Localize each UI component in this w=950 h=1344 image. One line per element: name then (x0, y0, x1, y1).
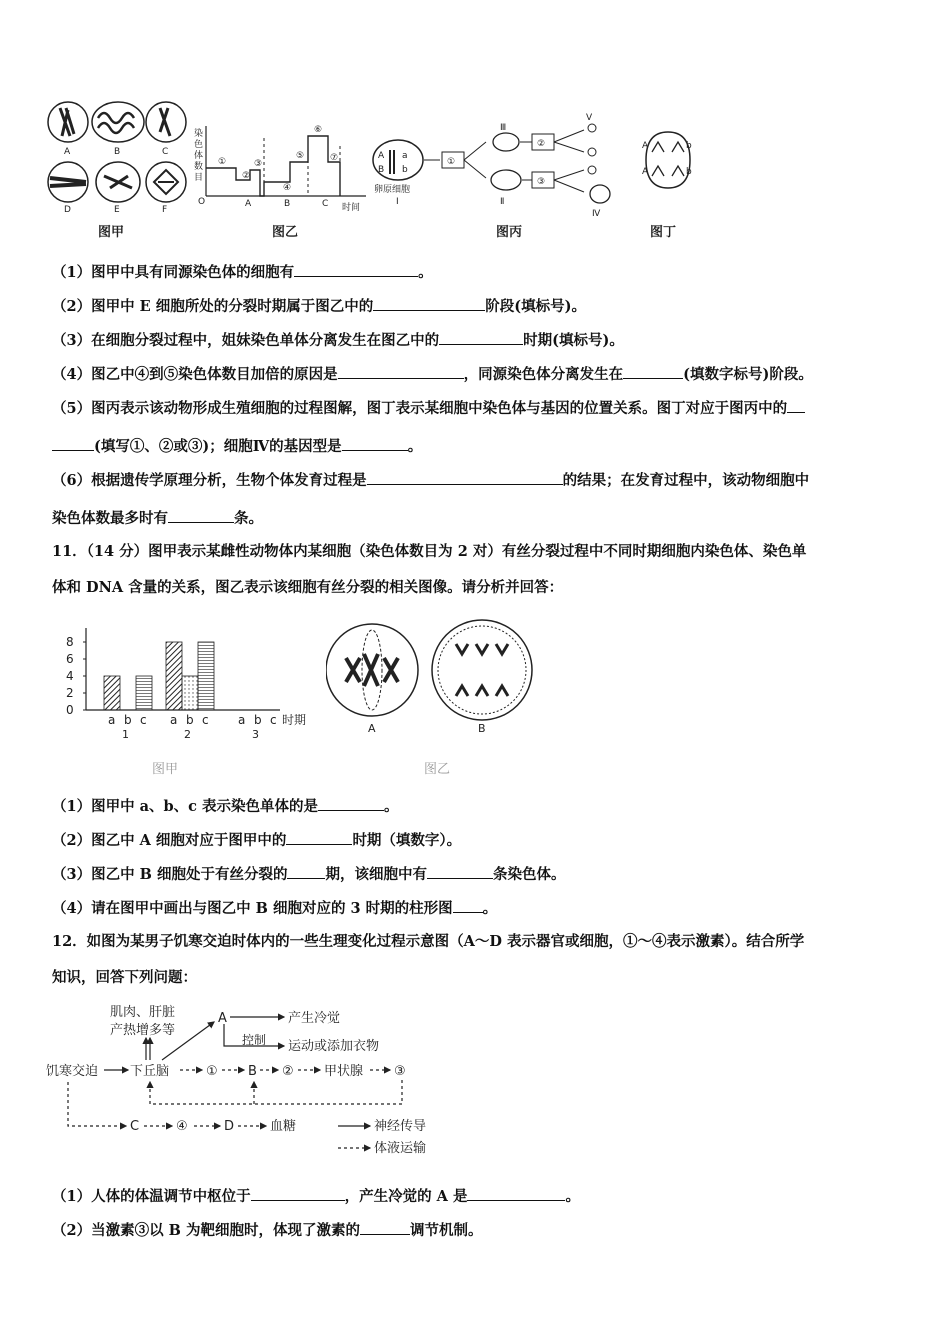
q12-1-text: （1）人体的体温调节中枢位于 (52, 1188, 251, 1205)
node-cold: 产生冷觉 (288, 1011, 341, 1026)
caption-ding: 图丁 (650, 225, 677, 240)
q11-line-2 (52, 830, 461, 851)
q11-3-end: 条染色体。 (492, 866, 566, 883)
answer-blank[interactable] (467, 1186, 565, 1201)
yi-stage: ③ (254, 159, 263, 169)
answer-blank[interactable] (373, 296, 485, 311)
q11-1-text: （1）图甲中 a、b、c 表示染色单体的是 (52, 798, 319, 815)
bing-cell: Ⅴ (586, 113, 593, 123)
node-c: C (130, 1119, 140, 1134)
answer-blank[interactable] (286, 830, 352, 845)
bing-step: ① (447, 157, 456, 167)
q10-3-end: 时期(填标号)。 (523, 332, 624, 349)
q12-diagram (44, 1000, 464, 1164)
q10-4-mid: ，同源染色体分离发生在 (463, 366, 624, 383)
fig-yi (194, 125, 366, 240)
figure-top-svg (40, 96, 710, 246)
q11-intro-2: 体和 DNA 含量的关系，图乙表示该细胞有丝分裂的相关图像。请分析并回答： (52, 579, 564, 596)
bar-period-2-b (182, 676, 198, 710)
q10-line-5b (52, 436, 422, 457)
x-period-label: 2 (184, 728, 191, 741)
q12-line-2 (52, 1220, 482, 1241)
q11-bar-chart-svg (60, 624, 320, 774)
bing-gene: B (378, 165, 385, 175)
bing-gene: a (402, 151, 408, 161)
yi-stage: ④ (283, 183, 292, 193)
caption-yi: 图乙 (272, 225, 299, 240)
yi-stage: ① (218, 157, 227, 167)
figure-row-top (40, 96, 710, 246)
ding-gene: A (642, 167, 649, 177)
cell-label: D (64, 205, 71, 215)
q11-line-1 (52, 796, 399, 817)
cell-label: C (162, 147, 169, 157)
bing-cell: Ⅱ (500, 197, 505, 207)
x-series-label: b (186, 713, 194, 727)
y-tick-label: 6 (66, 652, 74, 666)
q11-3-mid: 期，该细胞中有 (325, 866, 427, 883)
answer-blank[interactable] (439, 330, 523, 345)
q12-intro-1: 12．如图为某男子饥寒交迫时体内的一些生理变化过程示意图（A～D 表示器官或细胞，①～④表示激素）。结合所学 (52, 933, 805, 950)
q11-4-text: （4）请在图甲中画出与图乙中 B 细胞对应的 3 时期的柱形图 (52, 900, 453, 917)
bar-period-1-a (104, 676, 120, 710)
q10-6-end: 条。 (234, 510, 263, 527)
q10-5-mid: (填写①、②或③)；细胞Ⅳ的基因型是 (94, 438, 342, 455)
yi-xtick: C (322, 199, 329, 209)
bing-step: ② (537, 139, 546, 149)
bing-step: ③ (537, 177, 546, 187)
q10-line-6b (52, 508, 263, 529)
caption-bing: 图丙 (496, 225, 523, 240)
bing-cell: Ⅳ (592, 209, 601, 219)
legend-nerve: 神经传导 (374, 1119, 427, 1134)
node-thyroid: 甲状腺 (324, 1064, 364, 1079)
q10-line-2 (52, 296, 586, 317)
x-series-label: c (270, 713, 277, 727)
cell-label: A (64, 147, 71, 157)
q10-6-text2: 染色体数最多时有 (52, 510, 168, 527)
q10-line-3 (52, 330, 624, 351)
q12-line-1 (52, 1186, 580, 1207)
node-hunger: 饥寒交迫 (46, 1064, 99, 1079)
yi-stage: ⑥ (314, 125, 323, 135)
q10-3-text: （3）在细胞分裂过程中，姐妹染色单体分离发生在图乙中的 (52, 332, 440, 349)
y-tick-label: 8 (66, 635, 74, 649)
q11-3-text: （3）图乙中 B 细胞处于有丝分裂的 (52, 866, 288, 883)
q11-2-text: （2）图乙中 A 细胞对应于图甲中的 (52, 832, 287, 849)
bar-period-2-c (198, 642, 214, 710)
q11-line-3 (52, 864, 565, 885)
q10-1-end: 。 (418, 264, 433, 281)
node-control: 控制 (242, 1033, 267, 1047)
node-move: 运动或添加衣物 (288, 1039, 380, 1054)
q10-line-5a (52, 398, 805, 419)
q11-2-end: 时期（填数字）。 (352, 832, 462, 849)
answer-blank[interactable] (623, 364, 683, 379)
y-tick-label: 0 (66, 703, 74, 717)
node-blood-sugar: 血糖 (270, 1119, 297, 1134)
x-series-label: a (238, 713, 246, 727)
answer-blank[interactable] (367, 470, 563, 485)
chart-xlabel: 时期 (282, 713, 307, 727)
answer-blank[interactable] (360, 1220, 410, 1235)
q12-1-end: 。 (565, 1188, 580, 1205)
q11-4-end: 。 (482, 900, 498, 917)
answer-blank[interactable] (318, 796, 384, 811)
yi-stage: ⑦ (330, 153, 339, 163)
bar-period-1-c (136, 676, 152, 710)
answer-blank[interactable] (453, 898, 483, 913)
q11-chart (60, 624, 320, 774)
cell-label: B (114, 147, 121, 157)
q10-4-text: （4）图乙中④到⑤染色体数目加倍的原因是 (52, 366, 338, 383)
node-hormone-3: ③ (394, 1064, 406, 1079)
x-period-label: 1 (122, 728, 129, 741)
q10-2-text: （2）图甲中 E 细胞所处的分裂时期属于图乙中的 (52, 298, 374, 315)
q10-2-end: 阶段(填标号)。 (485, 298, 586, 315)
bing-cell: Ⅰ (396, 197, 399, 207)
node-d: D (224, 1119, 235, 1134)
yi-ylabel: 染 (194, 129, 204, 139)
node-a: A (218, 1011, 227, 1026)
yi-ylabel: 体 (194, 151, 204, 161)
q11-1-end: 。 (384, 798, 399, 815)
node-hypothalamus: 下丘脑 (130, 1064, 170, 1079)
bing-cell: Ⅲ (500, 123, 507, 133)
q11-cells-svg (326, 614, 546, 744)
node-b: B (248, 1064, 257, 1079)
answer-blank[interactable] (787, 398, 805, 413)
bing-label: 卵原细胞 (374, 185, 411, 195)
ding-gene: A (642, 141, 649, 151)
answer-blank[interactable] (168, 508, 234, 523)
yi-ylabel: 目 (194, 173, 204, 183)
fig-ding (642, 132, 692, 240)
q11-intro-1: 11．（14 分）图甲表示某雌性动物体内某细胞（染色体数目为 2 对）有丝分裂过程中不同时期细胞内染色体、染色单 (52, 543, 807, 560)
fig-bing (373, 113, 610, 240)
x-series-label: a (108, 713, 116, 727)
q10-5-text: （5）图丙表示该动物形成生殖细胞的过程图解，图丁表示某细胞中染色体与基因的位置关系。图丁对应于图丙中的 (52, 400, 788, 417)
bar-period-2-a (166, 642, 182, 710)
yi-ylabel: 色 (194, 140, 204, 150)
caption-jia: 图甲 (98, 225, 125, 240)
q10-line-1 (52, 262, 433, 283)
cell-label: F (162, 205, 168, 215)
fig-jia-labels (64, 147, 168, 240)
answer-blank[interactable] (251, 1186, 345, 1201)
y-tick-label: 4 (66, 669, 74, 683)
q11-chart-caption: 图甲 (152, 762, 179, 777)
answer-blank[interactable] (338, 364, 464, 379)
bing-gene: A (378, 151, 385, 161)
x-series-label: c (140, 713, 147, 727)
cell-label-b: B (478, 722, 486, 735)
legend-fluid: 体液运输 (374, 1141, 427, 1156)
q10-6-mid: 的结果；在发育过程中，该动物细胞中 (562, 472, 810, 489)
node-hormone-4: ④ (176, 1119, 188, 1134)
q10-line-4 (52, 364, 813, 385)
node-hormone-2: ② (282, 1064, 294, 1079)
answer-blank[interactable] (287, 864, 325, 879)
yi-xtick: B (284, 199, 291, 209)
bing-gene: b (402, 165, 408, 175)
y-tick-label: 2 (66, 686, 74, 700)
yi-xlabel: 时间 (342, 203, 361, 213)
q11-cells-caption: 图乙 (424, 762, 451, 777)
q10-line-6a (52, 470, 809, 491)
yi-xtick: A (245, 199, 252, 209)
node-muscle-1: 肌肉、肝脏 (110, 1005, 176, 1020)
answer-blank[interactable] (427, 864, 493, 879)
node-hormone-1: ① (206, 1064, 218, 1079)
cell-label-a: A (368, 722, 376, 735)
x-series-label: c (202, 713, 209, 727)
x-series-label: b (124, 713, 132, 727)
yi-ylabel: 数 (194, 162, 204, 172)
x-period-label: 3 (252, 728, 259, 741)
q12-1-mid: ，产生冷觉的 A 是 (344, 1188, 468, 1205)
yi-origin: O (198, 197, 206, 207)
answer-blank[interactable] (342, 436, 408, 451)
q10-4-end: (填数字标号)阶段。 (683, 366, 813, 383)
q10-6-text: （6）根据遗传学原理分析，生物个体发育过程是 (52, 472, 367, 489)
q10-1-text: （1）图甲中具有同源染色体的细胞有 (52, 264, 295, 281)
x-series-label: b (254, 713, 262, 727)
yi-stage: ② (242, 171, 251, 181)
ding-gene: b (686, 167, 692, 177)
answer-blank[interactable] (52, 436, 94, 451)
q12-2-text: （2）当激素③以 B 为靶细胞时，体现了激素的 (52, 1222, 360, 1239)
q11-line-4 (52, 898, 497, 919)
q10-5-end: 。 (407, 438, 423, 455)
q12-diagram-svg (44, 1000, 464, 1164)
answer-blank[interactable] (294, 262, 418, 277)
q12-2-end: 调节机制。 (409, 1222, 483, 1239)
cell-label: E (114, 205, 120, 215)
x-series-label: a (170, 713, 178, 727)
q11-cells (326, 614, 546, 744)
node-muscle-2: 产热增多等 (110, 1023, 176, 1038)
ding-gene: b (686, 141, 692, 151)
q12-intro-2: 知识，回答下列问题： (52, 969, 197, 986)
yi-stage: ⑤ (296, 151, 305, 161)
